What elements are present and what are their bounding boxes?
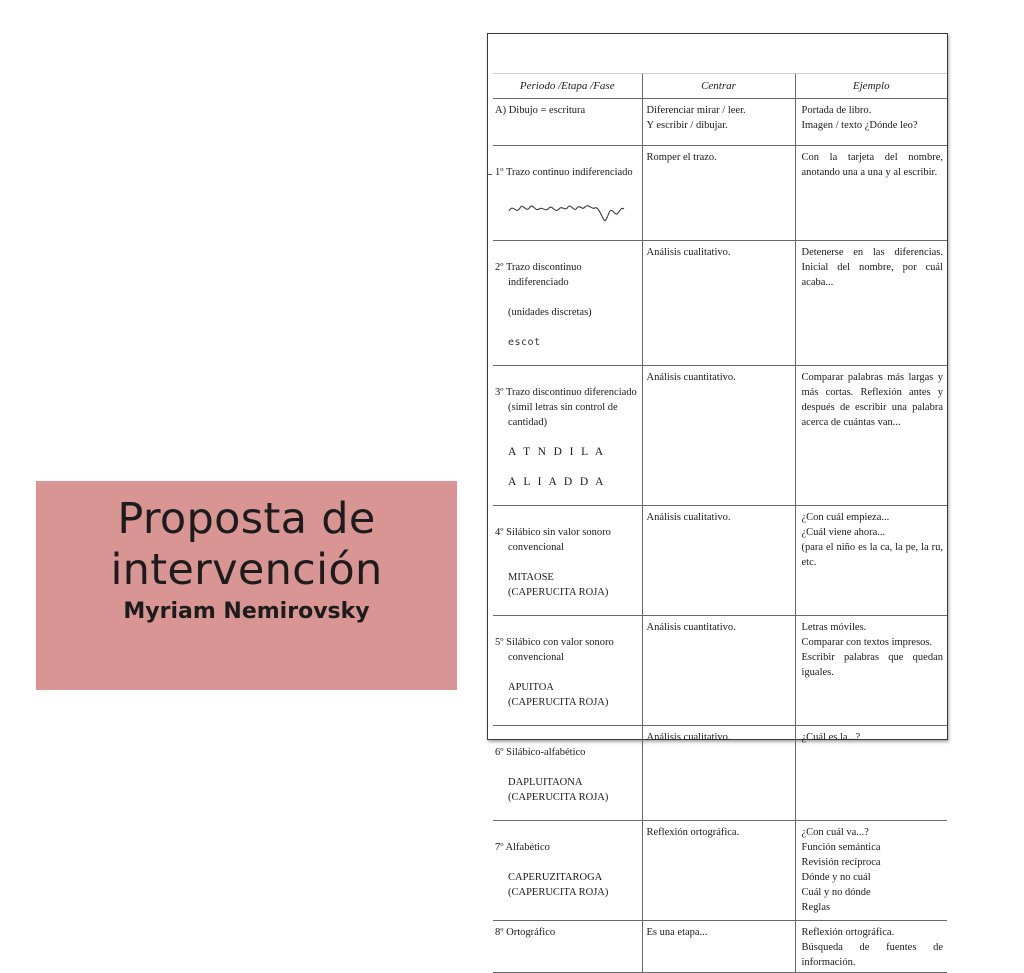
stages-table (493, 73, 947, 973)
table-row (493, 726, 947, 821)
ejemplo-cell: Detenerse en las diferencias. Inicial del nombre, por cuál acaba... (795, 241, 947, 366)
stage-name: 5º Silábico con valor sonoro convencional (495, 637, 614, 663)
ejemplo-cell: ¿Cuál es la...? (795, 726, 947, 821)
centrar-cell: Romper el trazo. (642, 146, 795, 241)
header-ejemplo: Ejemplo (795, 74, 947, 99)
stage-example: DAPLUITAONA (CAPERUCITA ROJA) (508, 777, 609, 803)
stage-cell (493, 921, 642, 973)
stage-cell (493, 366, 642, 506)
stage-note: (unidades discretas) (508, 307, 592, 318)
stage-name: 2º Trazo discontinuo indiferenciado (495, 262, 582, 288)
ejemplo-cell: Letras móviles. Comparar con textos impresos. Escribir palabras que quedan iguales. (795, 616, 947, 726)
stage-cell (493, 616, 642, 726)
ejemplo-cell: Reflexión ortográfica. Búsqueda de fuentes de información. (795, 921, 947, 973)
stage-cell (493, 241, 642, 366)
table-row (493, 821, 947, 921)
centrar-cell: Análisis cualitativo. (642, 506, 795, 616)
table-row (493, 506, 947, 616)
table-row (493, 241, 947, 366)
stage-sample: A T N D I L A (508, 446, 606, 458)
ejemplo-cell: Con la tarjeta del nombre, anotando una a una y al escribir. (795, 146, 947, 241)
ejemplo-cell: Comparar palabras más largas y más cortas. Reflexión antes y después de escribir una palabra acerca de cuántas van... (795, 366, 947, 506)
stage-example: CAPERUZITAROGA (CAPERUCITA ROJA) (508, 872, 609, 898)
table-header-row (493, 74, 947, 99)
centrar-cell: Diferenciar mirar / leer. Y escribir / dibujar. (642, 99, 795, 146)
stage-name: A) Dibujo = escritura (495, 105, 586, 116)
ejemplo-cell: ¿Con cuál va...? Función semántica Revisión recíproca Dónde y no cuál Cuál y no dónde Reglas (795, 821, 947, 921)
stage-cell (493, 99, 642, 146)
stage-example: MITAOSE (CAPERUCITA ROJA) (508, 572, 609, 598)
stage-name: 3º Trazo discontinuo diferenciado (símil letras sin control de cantidad) (495, 387, 637, 428)
stage-cell (493, 821, 642, 921)
stage-name: 7º Alfabético (495, 842, 550, 853)
stage-sample: A L I A D D A (508, 476, 606, 488)
centrar-cell: Análisis cualitativo. (642, 241, 795, 366)
stage-example: APUITOA (CAPERUCITA ROJA) (508, 682, 609, 708)
centrar-cell: Reflexión ortográfica. (642, 821, 795, 921)
stage-name: 1º Trazo continuo indiferenciado (495, 167, 633, 178)
slide-title-line-2: intervención (110, 545, 383, 595)
stage-cell (493, 506, 642, 616)
header-periodo: Periodo /Etapa /Fase (493, 74, 642, 99)
scribble-line-icon (507, 199, 625, 225)
table-row (493, 366, 947, 506)
stage-sample: escot (508, 337, 541, 348)
slide-title-line-1: Proposta de (117, 494, 376, 544)
ejemplo-cell: ¿Con cuál empieza... ¿Cuál viene ahora... (para el niño es la ca, la pe, la ru, etc. (795, 506, 947, 616)
stage-name: 8º Ortográfico (495, 927, 556, 938)
table-row (493, 616, 947, 726)
ejemplo-cell: Portada de libro. Imagen / texto ¿Dónde leo? (795, 99, 947, 146)
scan-edge-mark (487, 174, 492, 175)
stage-cell (493, 146, 642, 241)
stage-cell (493, 726, 642, 821)
title-box (36, 481, 457, 690)
centrar-cell: Es una etapa... (642, 921, 795, 973)
stage-name: 6º Silábico-alfabético (495, 747, 586, 758)
slide-author: Myriam Nemirovsky (123, 599, 370, 624)
table-row (493, 921, 947, 973)
header-centrar: Centrar (642, 74, 795, 99)
centrar-cell: Análisis cualitativo. (642, 726, 795, 821)
stage-name: 4º Silábico sin valor sonoro convencional (495, 527, 611, 553)
centrar-cell: Análisis cuantitativo. (642, 616, 795, 726)
centrar-cell: Análisis cuantitativo. (642, 366, 795, 506)
table-row (493, 146, 947, 241)
table-row (493, 99, 947, 146)
